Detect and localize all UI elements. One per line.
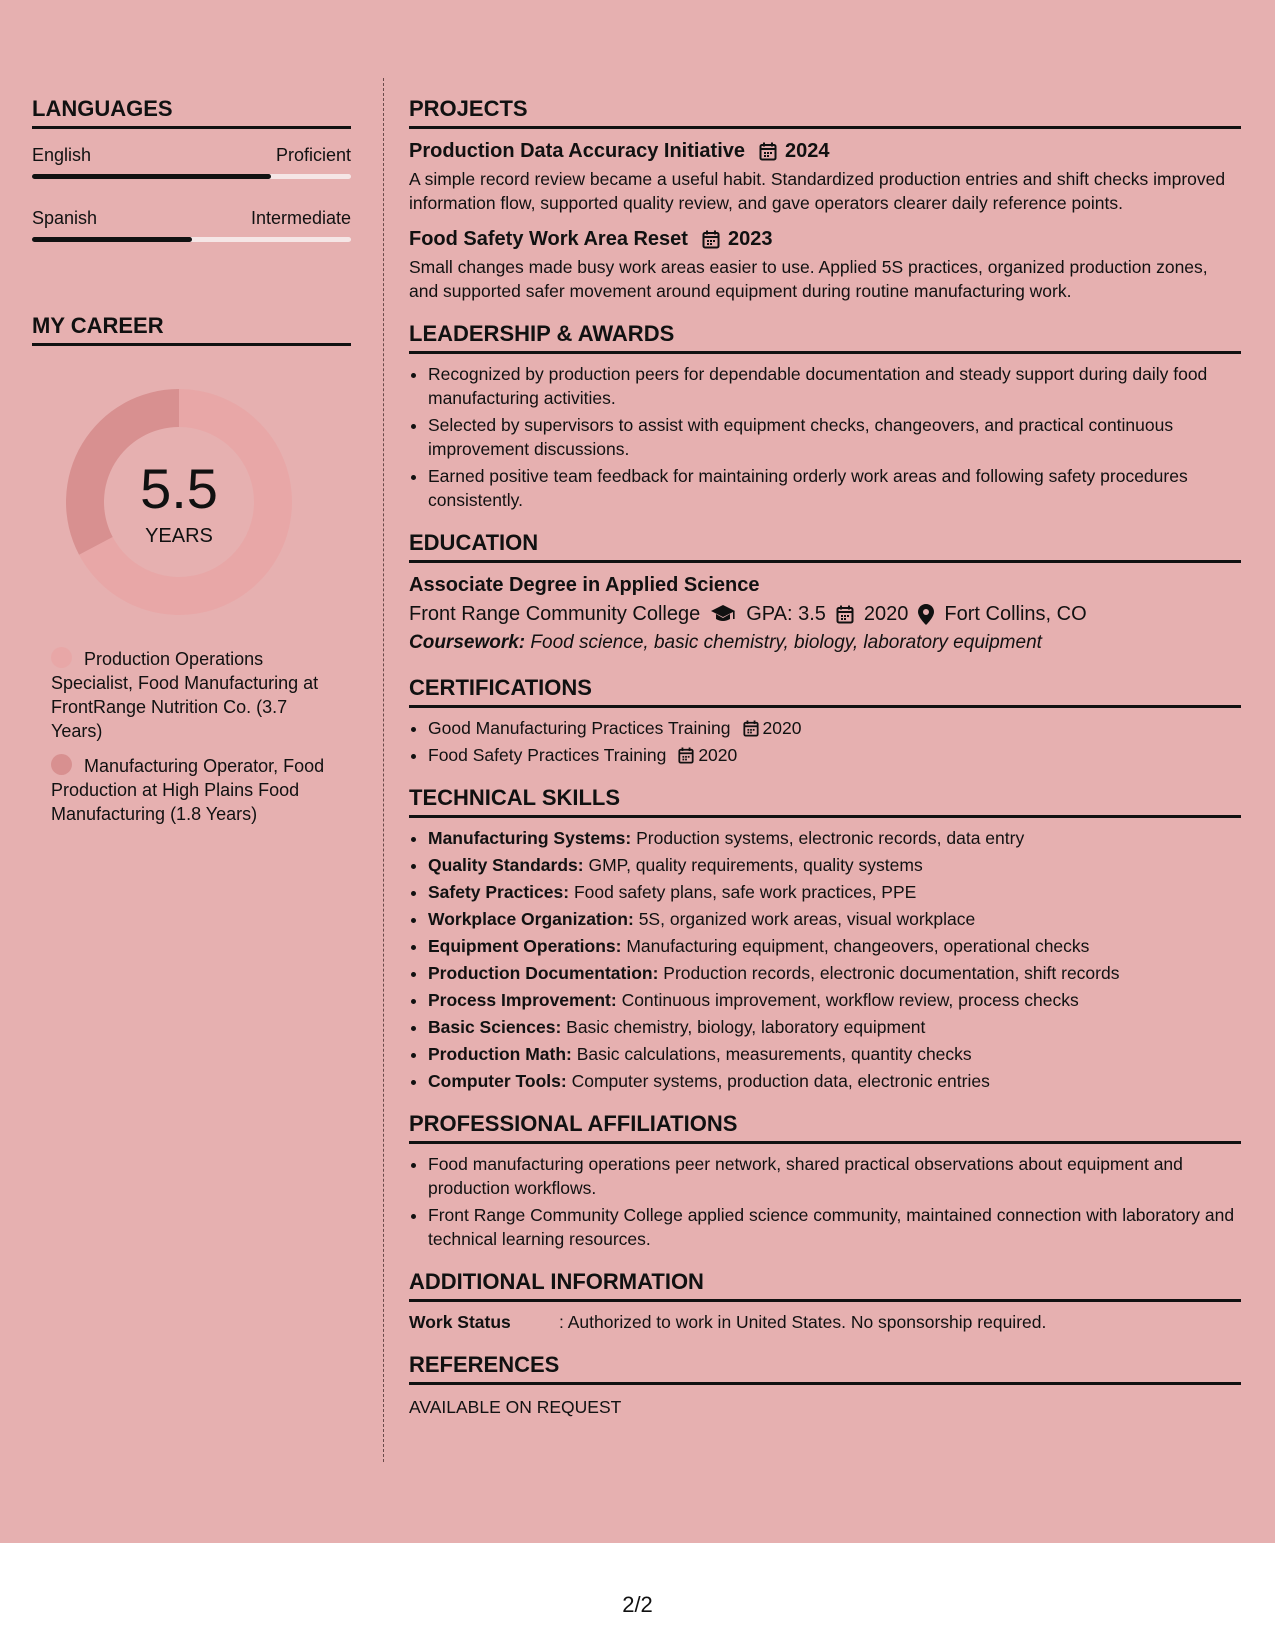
career-legend-item (51, 754, 326, 826)
graduation-cap-icon (710, 604, 736, 624)
additional-heading: ADDITIONAL INFORMATION (409, 1265, 1241, 1302)
skill-value: Continuous improvement, workflow review, process checks (621, 990, 1079, 1010)
language-item-spanish (32, 206, 351, 242)
skill-label: Production Documentation: (428, 963, 659, 983)
skill-item (428, 1069, 1241, 1093)
calendar-icon (836, 605, 854, 624)
affiliation-item: • Front Range Community College applied science community, maintained connection with laboratory and technical learning resources. (428, 1203, 1241, 1251)
skill-value: Manufacturing equipment, changeovers, operational checks (626, 936, 1090, 956)
skill-value: 5S, organized work areas, visual workplace (638, 909, 976, 929)
project-name: Food Safety Work Area Reset (409, 228, 688, 250)
project-year: 2024 (785, 140, 830, 162)
certification-name: • Food Safety Practices Training (428, 745, 667, 765)
language-bar-fill (32, 237, 192, 242)
career-legend-text: Production Operations Specialist, Food Manufacturing at FrontRange Nutrition Co. (3.7 Years) (51, 649, 319, 741)
leadership-item: • Recognized by production peers for dependable documentation and steady support during daily food manufacturing activities. (428, 362, 1241, 410)
calendar-icon (759, 142, 777, 161)
certifications-heading: CERTIFICATIONS (409, 671, 1241, 708)
certification-name: • Good Manufacturing Practices Training (428, 718, 731, 738)
work-status-value: : Authorized to work in United States. No sponsorship required. (559, 1312, 1047, 1332)
language-name: English (32, 145, 92, 165)
education-gpa: GPA: 3.5 (746, 603, 826, 625)
skill-value: Basic chemistry, biology, laboratory equipment (566, 1017, 926, 1037)
skills-section (409, 781, 1241, 1093)
skill-value: Basic calculations, measurements, quantity checks (576, 1044, 972, 1064)
education-coursework (409, 629, 1241, 657)
skill-label: Manufacturing Systems: (428, 828, 632, 848)
skill-item (428, 907, 1241, 931)
language-bar-fill (32, 174, 271, 179)
references-heading: REFERENCES (409, 1348, 1241, 1385)
certification-item (428, 743, 1241, 767)
language-bar-track (32, 237, 351, 242)
skill-item (428, 1015, 1241, 1039)
calendar-icon (678, 747, 694, 764)
projects-heading: PROJECTS (409, 92, 1241, 129)
coursework-label: Coursework: (409, 632, 526, 653)
right-column (409, 92, 1241, 1419)
skill-label: Safety Practices: (428, 882, 570, 902)
leadership-item: • Earned positive team feedback for maintaining orderly work areas and following safety procedures consistently. (428, 464, 1241, 512)
leadership-heading: LEADERSHIP & AWARDS (409, 317, 1241, 354)
left-column (32, 92, 351, 837)
projects-section (409, 92, 1241, 303)
career-total-value: 5.5 (140, 457, 218, 520)
education-section (409, 526, 1241, 657)
skill-value: Computer systems, production data, electronic entries (571, 1071, 990, 1091)
career-total-unit: YEARS (145, 525, 213, 547)
coursework-text: Food science, basic chemistry, biology, laboratory equipment (530, 632, 1042, 653)
work-status-row (409, 1310, 1241, 1334)
project-year: 2023 (727, 228, 773, 250)
skill-item (428, 934, 1241, 958)
leadership-item: • Selected by supervisors to assist with equipment checks, changeovers, and practical continuous improvement discussions. (428, 413, 1241, 461)
legend-dot-icon (51, 647, 72, 668)
affiliations-section (409, 1107, 1241, 1251)
certification-item (428, 716, 1241, 740)
project-description: Small changes made busy work areas easier to use. Applied 5S practices, organized production zones, and supported safer movement around equipment during routine manufacturing work. (409, 257, 1208, 301)
skill-value: GMP, quality requirements, quality systems (588, 855, 923, 875)
skill-item (428, 1042, 1241, 1066)
leadership-section (409, 317, 1241, 512)
project-description: A simple record review became a useful habit. Standardized production entries and shift checks improved information flow, supported quality review, and gave operators clearer daily reference points. (409, 169, 1226, 213)
skill-item (428, 853, 1241, 877)
location-pin-icon (918, 604, 934, 625)
skill-label: Process Improvement: (428, 990, 617, 1010)
calendar-icon (743, 720, 759, 737)
certifications-section (409, 671, 1241, 767)
education-heading: EDUCATION (409, 526, 1241, 563)
calendar-icon (702, 230, 720, 249)
project-item (409, 225, 1241, 303)
career-donut-chart (66, 389, 292, 615)
skill-item (428, 826, 1241, 850)
skill-value: Production records, electronic documentation, shift records (663, 963, 1120, 983)
affiliations-heading: PROFESSIONAL AFFILIATIONS (409, 1107, 1241, 1144)
certification-year: 2020 (762, 718, 802, 738)
affiliation-item: • Food manufacturing operations peer network, shared practical observations about equipment and production workflows. (428, 1152, 1241, 1200)
certification-year: 2020 (698, 745, 738, 765)
language-level: Proficient (275, 145, 351, 165)
education-location: Fort Collins, CO (944, 603, 1087, 625)
language-bar-track (32, 174, 351, 179)
project-item (409, 137, 1241, 215)
skill-value: Food safety plans, safe work practices, PPE (573, 882, 917, 902)
skill-label: Production Math: (428, 1044, 572, 1064)
skills-heading: TECHNICAL SKILLS (409, 781, 1241, 818)
references-text: AVAILABLE ON REQUEST (409, 1397, 622, 1417)
skill-label: Basic Sciences: (428, 1017, 562, 1037)
page-number: 2/2 (622, 1592, 653, 1617)
references-section (409, 1348, 1241, 1419)
career-legend-text: Manufacturing Operator, Food Production at High Plains Food Manufacturing (1.8 Years) (51, 756, 325, 824)
skill-value: Production systems, electronic records, data entry (636, 828, 1025, 848)
column-divider (383, 78, 384, 1462)
education-year: 2020 (863, 603, 909, 625)
additional-section (409, 1265, 1241, 1334)
skill-label: Quality Standards: (428, 855, 584, 875)
legend-dot-icon (51, 754, 72, 775)
skill-item (428, 961, 1241, 985)
languages-heading: LANGUAGES (32, 92, 351, 129)
skill-label: Workplace Organization: (428, 909, 634, 929)
skill-item (428, 880, 1241, 904)
education-degree: Associate Degree in Applied Science (409, 574, 760, 596)
skill-item (428, 988, 1241, 1012)
skill-label: Computer Tools: (428, 1071, 567, 1091)
language-level: Intermediate (250, 208, 351, 228)
project-name: Production Data Accuracy Initiative (409, 140, 746, 162)
work-status-label: Work Status (409, 1312, 511, 1332)
education-details (409, 599, 1241, 629)
skill-label: Equipment Operations: (428, 936, 622, 956)
language-item-english (32, 143, 351, 179)
education-school: Front Range Community College (409, 603, 701, 625)
career-legend-item (51, 647, 326, 743)
career-legend (51, 647, 326, 826)
career-heading: MY CAREER (32, 309, 351, 346)
language-name: Spanish (32, 208, 98, 228)
